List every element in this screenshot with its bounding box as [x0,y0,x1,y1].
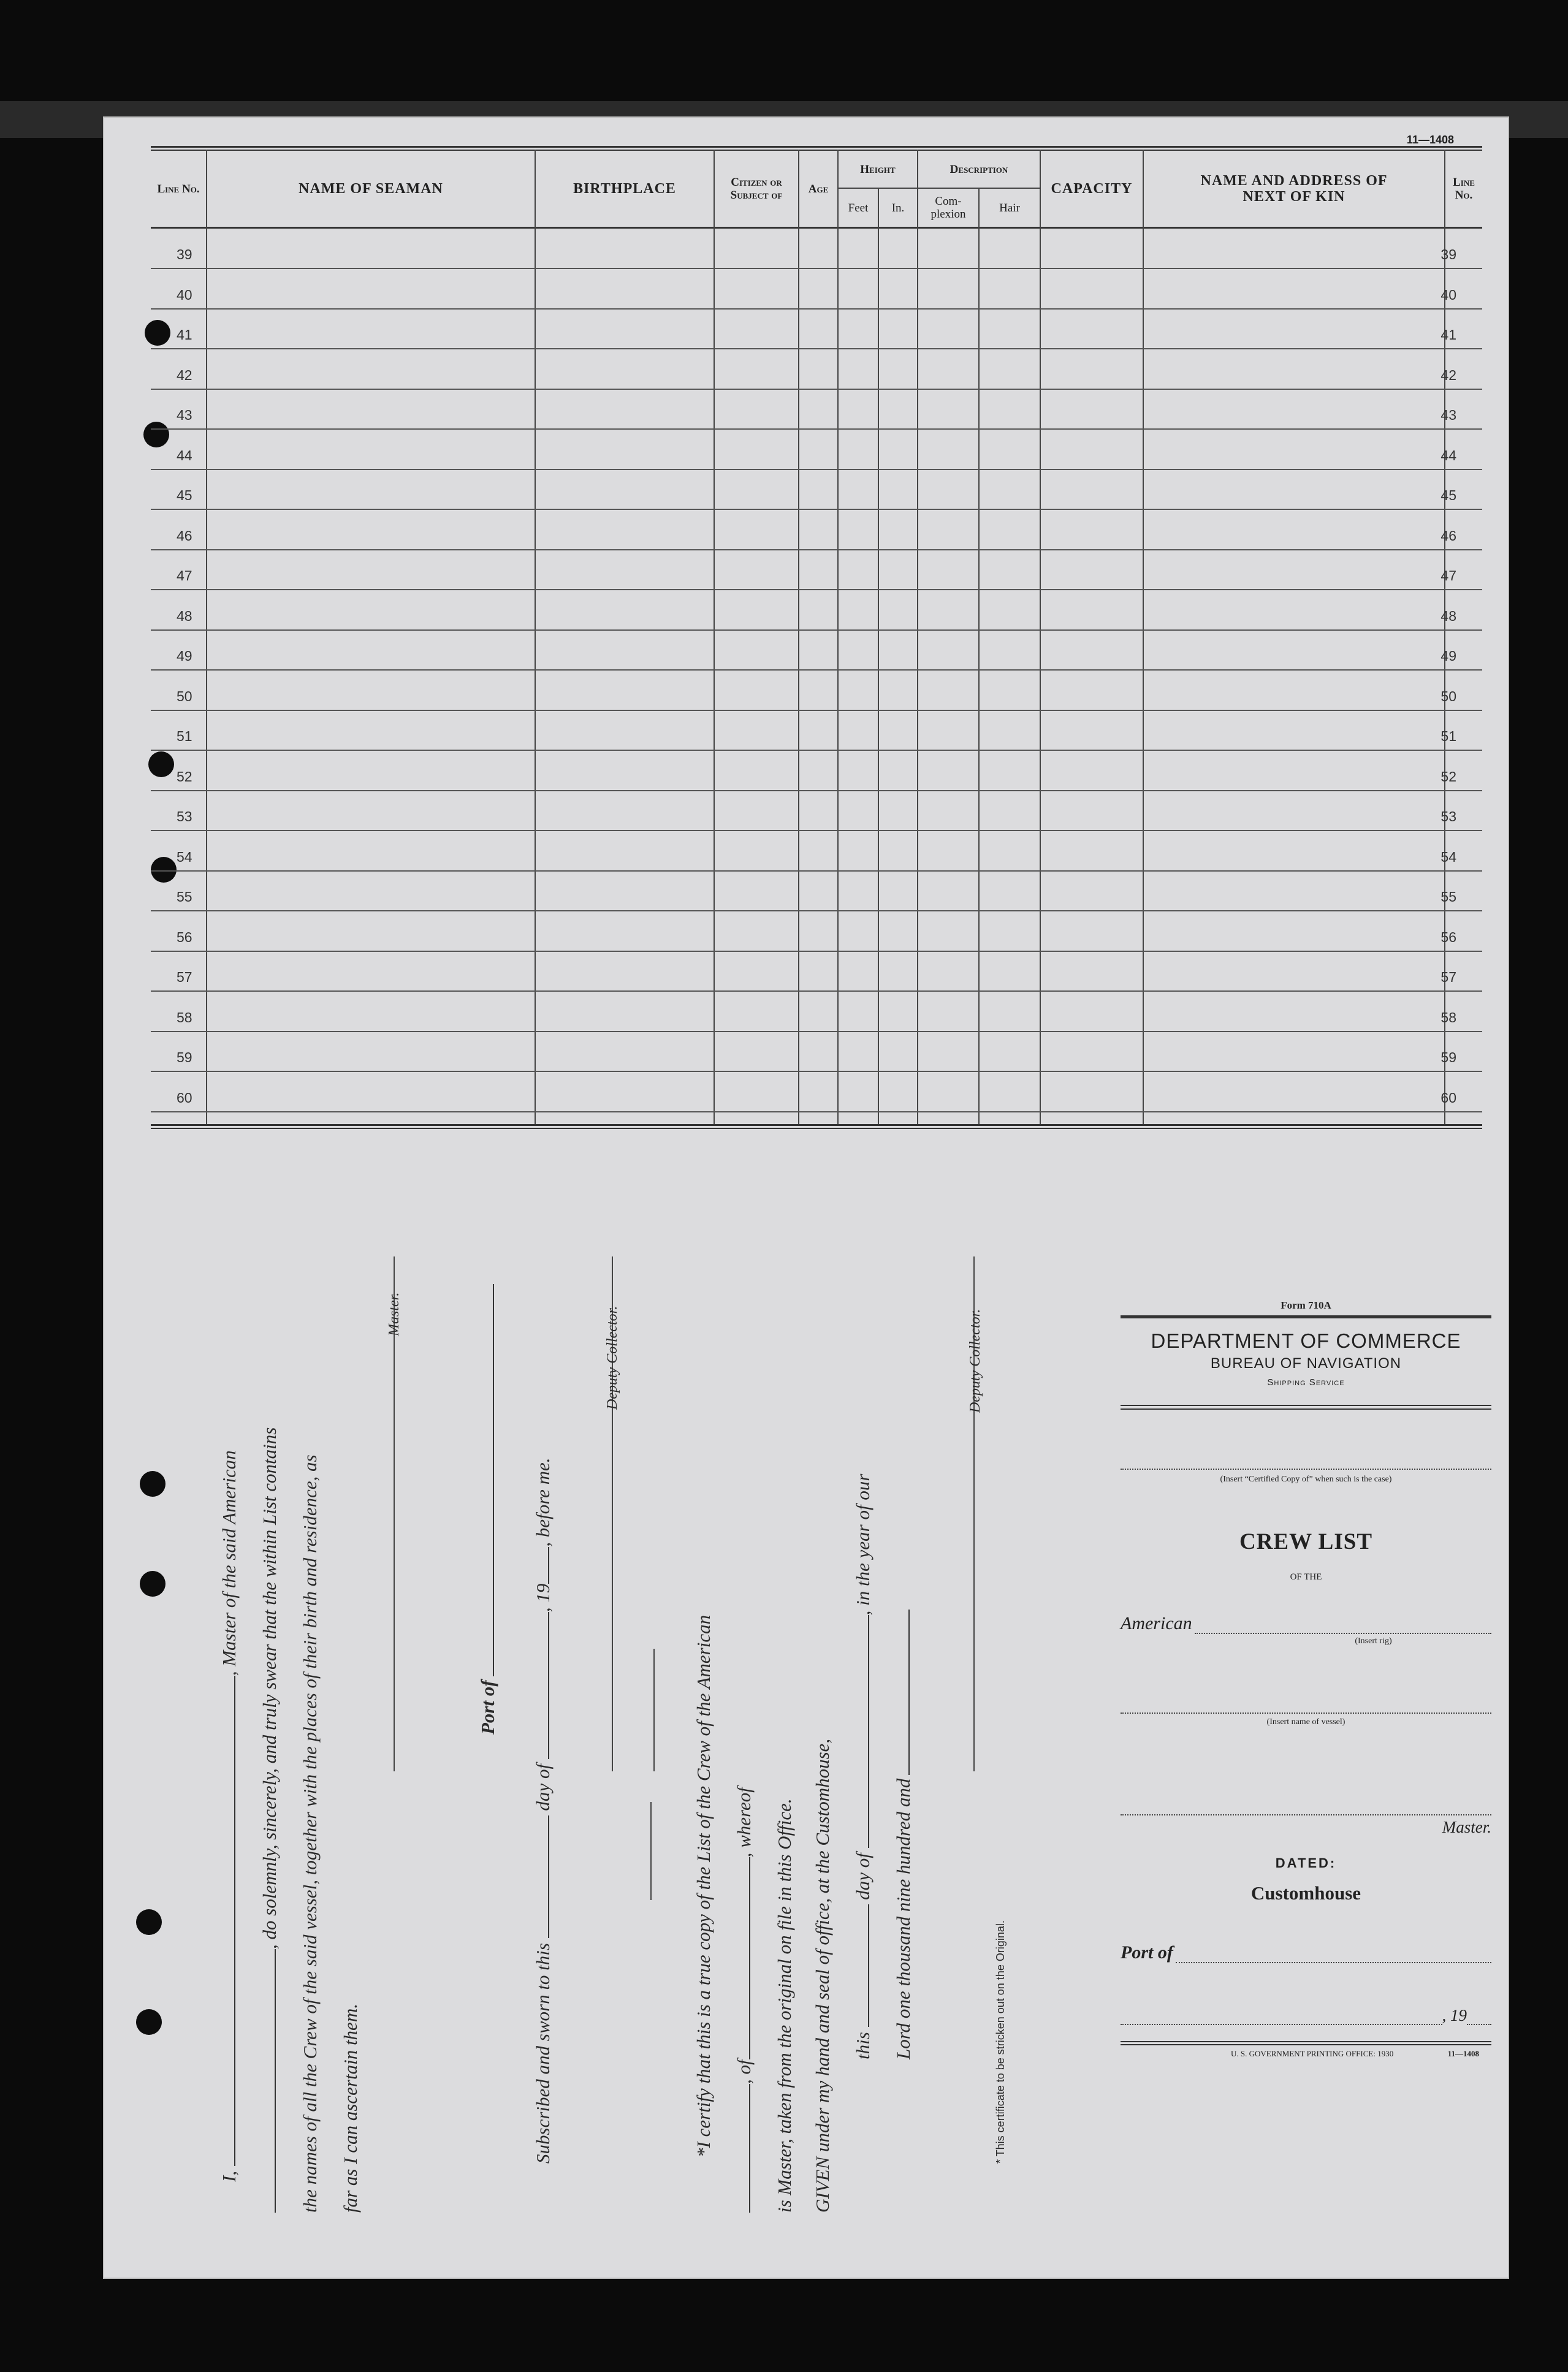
line-number-right: 41 [1441,327,1456,343]
table-row [151,309,1482,349]
oath-line-1 [218,1450,240,2182]
table-row [151,469,1482,510]
certificate-footnote: * This certificate to be stricken out on the Original. [994,1920,1007,2164]
header-age: Age [808,182,829,196]
cover-service: Shipping Service [1267,1377,1345,1388]
oath-line-3: the names of all the Crew of the said vessel, together with the places of their birth and residence, as [299,1454,321,2213]
header-feet: Feet [848,201,869,215]
line-number-right: 58 [1441,1009,1456,1025]
line-number-right: 59 [1441,1049,1456,1065]
table-row [151,269,1482,310]
cover-year-19: , 19 [1442,2006,1467,2024]
line-number-left: 44 [177,447,192,463]
header-name-of-seaman: NAME OF SEAMAN [299,180,443,197]
table-row [151,349,1482,390]
oath-line-2: , do solemnly, sincerely, and truly swear that the within List contains [259,1427,281,2213]
header-inches: In. [891,201,905,215]
line-number-left: 57 [177,969,192,985]
cover-insert-vessel: (Insert name of vessel) [1266,1717,1345,1727]
line-number-left: 59 [177,1049,192,1065]
cover-form-number: Form 710A [1281,1299,1331,1311]
certified-copy-blank[interactable] [1121,1451,1491,1470]
punch-hole [136,1909,162,1935]
date-cover-blank[interactable] [1121,2007,1442,2025]
master-name-blank[interactable] [219,1676,235,2166]
rig-blank[interactable] [1195,1616,1491,1634]
line-number-right: 53 [1441,808,1456,824]
cover-crew-list-title: CREW LIST [1239,1529,1373,1554]
cover-insert-rig: (Insert rig) [1355,1636,1392,1646]
line-number-left: 52 [177,768,192,785]
jurat-deputy-collector: Deputy Collector. [604,1306,620,1410]
line-number-right: 42 [1441,367,1456,383]
certificate-line-2: , of, whereof [733,1787,755,2213]
header-complexion: Com-plexion [931,195,966,221]
line-number-left: 41 [177,327,192,343]
header-line-no-right: Line No. [1453,176,1475,202]
cert-year-blank[interactable] [894,1610,910,1775]
line-number-left: 55 [177,889,192,905]
header-description: Description [950,162,1008,176]
cover-printer-line: U. S. GOVERNMENT PRINTING OFFICE: 1930 [1231,2049,1394,2058]
cert-of-blank[interactable] [734,1857,750,2059]
line-number-right: 50 [1441,688,1456,704]
line-number-right: 44 [1441,447,1456,463]
line-number-right: 57 [1441,969,1456,985]
jurat-year-blank[interactable] [533,1547,549,1584]
line-number-left: 42 [177,367,192,383]
line-number-left: 53 [177,808,192,824]
table-row [151,671,1482,711]
punch-hole [140,1571,166,1597]
cover-insert-certified: (Insert “Certified Copy of” when such is the case) [1220,1475,1392,1484]
table-row [151,951,1482,992]
header-hair: Hair [999,201,1020,215]
crew-table [151,146,1482,1127]
table-row [151,911,1482,952]
line-number-left: 58 [177,1009,192,1025]
oath-i: I, [218,2170,240,2182]
header-height: Height [860,162,896,176]
line-number-left: 39 [177,246,192,262]
line-number-left: 54 [177,848,192,865]
jurat-port-of: Port of [477,1284,499,1735]
line-number-right: 40 [1441,286,1456,303]
line-number-right: 48 [1441,607,1456,624]
oath-master-label: Master. [386,1292,402,1336]
table-row [151,630,1482,671]
line-number-right: 55 [1441,889,1456,905]
cert-deputy-collector: Deputy Collector. [967,1309,983,1413]
cover-dated: DATED: [1275,1855,1337,1871]
line-number-right: 54 [1441,848,1456,865]
table-row [151,791,1482,831]
line-number-right: 47 [1441,568,1456,583]
divider-mark [650,1802,652,1900]
line-number-left: 45 [177,487,192,503]
header-birthplace: BIRTHPLACE [573,180,676,197]
cover-american-label: American [1121,1613,1192,1633]
table-row [151,389,1482,430]
line-number-left: 47 [177,568,192,583]
certificate-line-5: this day of , in the year of our [852,1473,873,2059]
certificate-line-6: Lord one thousand nine hundred and [892,1610,915,2059]
line-number-right: 45 [1441,487,1456,503]
cert-vessel-blank[interactable] [734,2084,750,2213]
header-next-of-kin: NAME AND ADDRESS OF NEXT OF KIN [1200,173,1388,205]
cover-panel [1121,1299,1491,2059]
line-number-left: 50 [177,688,192,704]
line-number-left: 51 [177,728,192,744]
header-citizen: Citizen or Subject of [730,176,783,202]
punch-hole [136,2009,162,2035]
certificate-line-1: *I certify that this is a true copy of the List of the Crew of the American [693,1614,714,2157]
jurat-month-blank[interactable] [533,1612,549,1759]
line-number-left: 43 [177,407,192,423]
table-row [151,550,1482,590]
line-number-right: 43 [1441,407,1456,423]
line-number-right: 46 [1441,527,1456,544]
cert-month-blank[interactable] [853,1615,869,1848]
crew-list-form-page [103,116,1509,2279]
line-number-right: 39 [1441,246,1456,262]
oath-master-of-american: , Master of the said American [218,1450,240,1676]
table-row [151,590,1482,631]
line-number-left: 49 [177,648,192,664]
cover-department: DEPARTMENT OF COMMERCE [1151,1329,1461,1352]
line-number-right: 56 [1441,929,1456,945]
table-row [151,229,1482,269]
line-number-left: 46 [177,527,192,544]
cover-port-of-label: Port of [1121,1942,1173,1963]
cert-day-blank[interactable] [853,1904,869,2027]
vessel-name-blank[interactable] [260,1949,276,2213]
vessel-name-cover-blank[interactable] [1121,1695,1491,1714]
punch-hole [140,1471,166,1497]
table-row [151,1072,1482,1112]
cover-master-label: Master. [1442,1818,1491,1836]
line-number-right: 60 [1441,1089,1456,1106]
table-row [151,751,1482,791]
table-row [151,510,1482,550]
jurat-day-blank[interactable] [533,1815,549,1938]
port-cover-blank[interactable] [1176,1945,1491,1963]
year-cover-blank[interactable] [1467,2007,1491,2025]
line-number-left: 48 [177,607,192,624]
line-number-left: 40 [177,286,192,303]
header-line-no: Line No. [157,182,200,196]
oath-line-4: far as I can ascertain them. [340,2004,361,2213]
divider-mark [653,1649,655,1771]
cover-customhouse: Customhouse [1250,1882,1361,1904]
certificate-line-4: GIVEN under my hand and seal of office, at the Customhouse, [812,1738,833,2213]
table-row [151,430,1482,470]
table-row [151,710,1482,751]
table-row [151,1032,1482,1072]
line-number-left: 60 [177,1089,192,1106]
header-capacity: CAPACITY [1051,180,1133,197]
jurat-subscribed: Subscribed and sworn to this day of , 19, before me. [532,1458,554,2164]
form-number-top: 11—1408 [1406,134,1454,146]
jurat-port-blank[interactable] [478,1284,494,1676]
table-row [151,831,1482,872]
line-number-right: 49 [1441,648,1456,664]
line-number-left: 56 [177,929,192,945]
cover-form-number-bottom: 11—1408 [1447,2049,1479,2058]
table-row [151,992,1482,1032]
certificate-line-3: is Master, taken from the original on file in this Office. [774,1798,795,2213]
master-cover-blank[interactable] [1121,1797,1491,1815]
line-number-right: 51 [1441,728,1456,744]
line-number-right: 52 [1441,768,1456,785]
table-row [151,871,1482,911]
cover-of-the: OF THE [1290,1572,1322,1582]
cover-bureau: BUREAU OF NAVIGATION [1210,1355,1402,1372]
